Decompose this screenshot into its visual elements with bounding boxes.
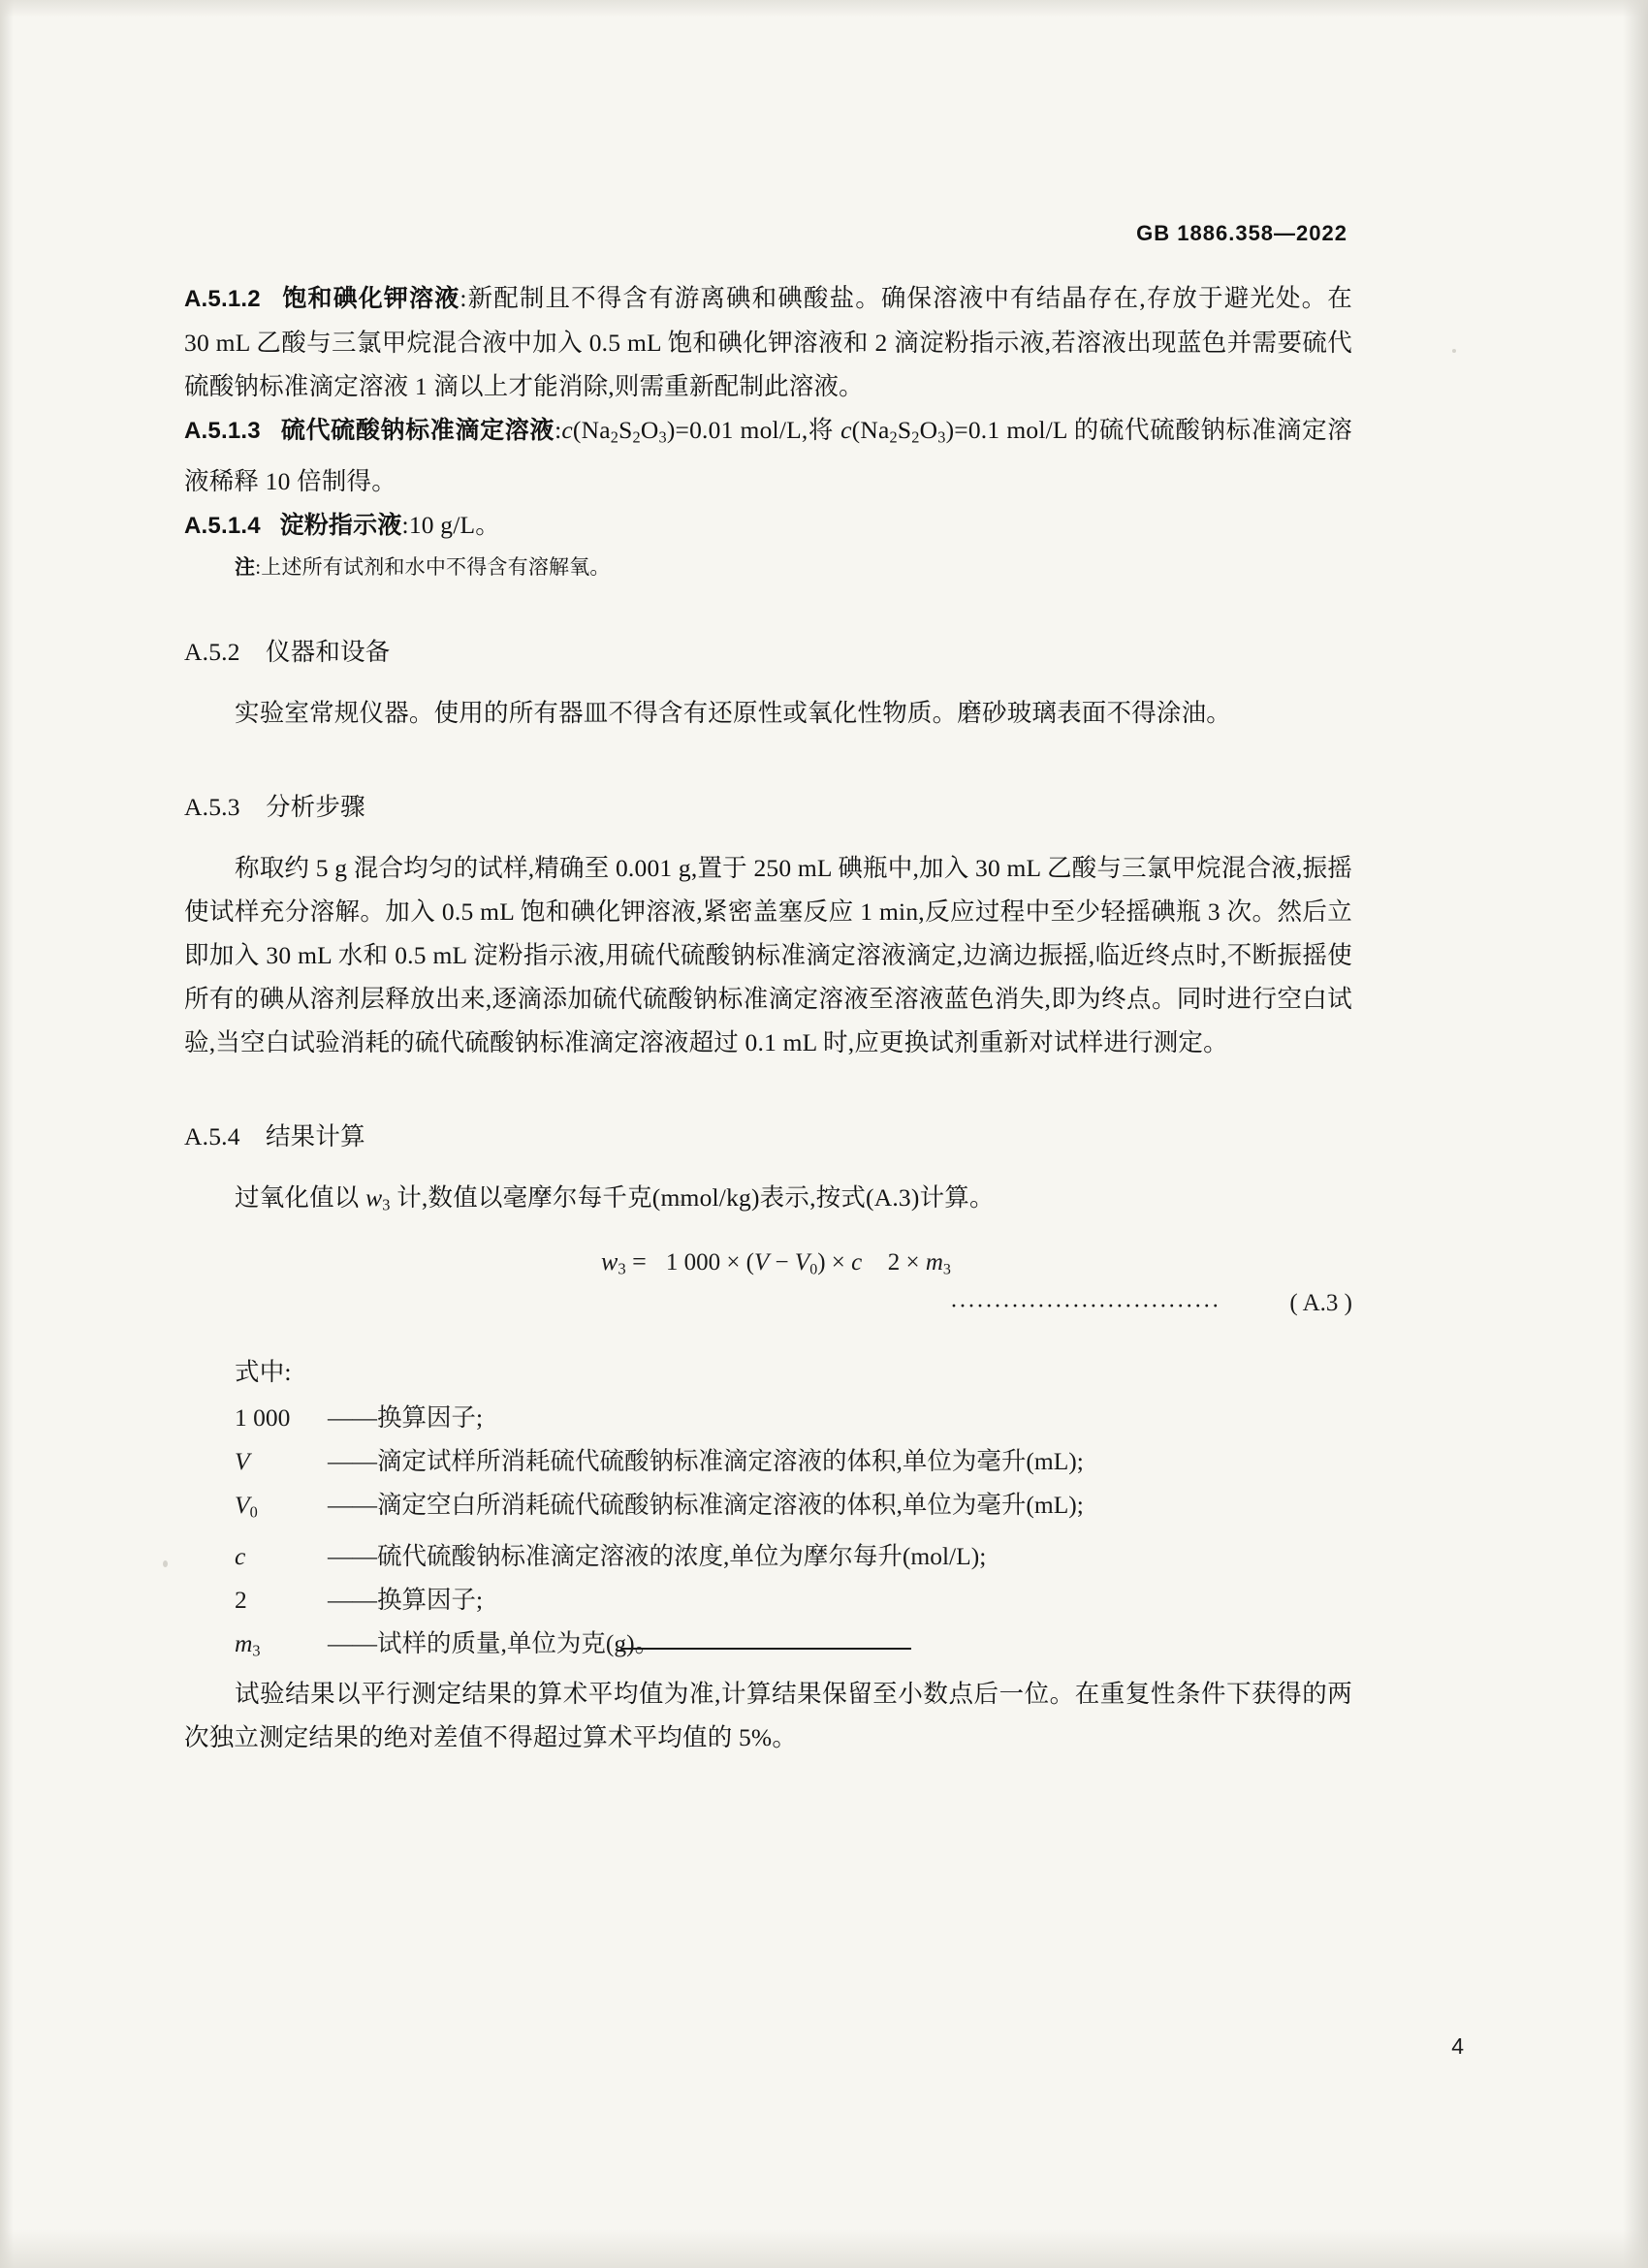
clause-text: :10 g/L。	[401, 510, 501, 539]
document-body	[184, 276, 1352, 1759]
symbol-dash: ——	[328, 1491, 377, 1520]
symbol-definition-row	[235, 1534, 1352, 1578]
symbol-definition: 试样的质量,单位为克(g)。	[377, 1628, 660, 1657]
symbol-definition-row	[235, 1439, 1352, 1483]
clause-title: 淀粉指示液	[279, 511, 402, 539]
page-edge-shadow-top	[0, 0, 1648, 17]
scan-speck	[1452, 349, 1456, 353]
clause-number: A.5.1.2	[184, 286, 261, 312]
formula-fraction	[656, 1247, 961, 1278]
scan-speck	[163, 1560, 168, 1567]
section-title: 结果计算	[265, 1121, 365, 1150]
symbol-definition-row	[235, 1622, 1352, 1673]
end-of-annex-rule	[620, 1648, 911, 1650]
section-number: A.5.4	[184, 1121, 240, 1150]
clause-title: 硫代硫酸钠标准滴定溶液	[280, 417, 555, 444]
formula-denominator: $2 \times m_3$	[887, 1249, 951, 1278]
section-a54-paragraph: 过氧化值以 $w_3$ 计,数值以毫摩尔每千克(mmol/kg)表示,按式(A.3)计算。	[235, 1182, 995, 1214]
formula-leader-dots: ·······························	[950, 1294, 1220, 1320]
clause-a513	[184, 408, 1352, 503]
symbol-definition: 滴定空白所消耗硫代硫酸钠标准滴定溶液的体积,单位为毫升(mL);	[377, 1491, 1084, 1520]
symbol-dash: ——	[328, 1628, 377, 1657]
closing-paragraph: 试验结果以平行测定结果的算术平均值为准,计算结果保留至小数点后一位。在重复性条件下获得的两次独立测定结果的绝对差值不得超过算术平均值的 5%。	[184, 1680, 1352, 1752]
symbol: 1 000	[235, 1403, 291, 1433]
standard-header: GB 1886.358—2022	[1136, 221, 1347, 245]
symbol: $V_0$	[235, 1491, 258, 1522]
symbol-definition-row	[235, 1483, 1352, 1534]
formula-numerator: 1 $000 \times (V - V_0) \times c$	[665, 1249, 863, 1278]
section-title: 仪器和设备	[265, 637, 391, 666]
formula-expression	[601, 1247, 961, 1279]
symbol-definition: 换算因子;	[377, 1585, 484, 1614]
symbol-definition: 换算因子;	[377, 1403, 484, 1433]
section-number: A.5.3	[184, 792, 240, 821]
note-paragraph	[235, 548, 1352, 587]
symbol-dash: ——	[328, 1541, 377, 1570]
page-edge-shadow-right	[1623, 0, 1648, 2268]
symbol: c	[235, 1541, 246, 1570]
clause-text: :新配制且不得含有游离碘和碘酸盐。确保溶液中有结晶存在,存放于避光处。在 30 mL 乙酸与三氯甲烷混合液中加入 0.5 mL 饱和碘化钾溶液和 2 滴淀粉指示液,若溶液出现蓝色并需要硫代硫酸钠标准滴定溶液 1 滴以上才能消除,则需重新配制此溶液。	[184, 284, 1352, 400]
clause-number: A.5.1.3	[184, 418, 261, 444]
page-edge-shadow-bottom	[0, 2229, 1648, 2268]
symbol-dash: ——	[328, 1403, 377, 1433]
page-number: 4	[1451, 2033, 1464, 2059]
symbol: V	[235, 1447, 250, 1476]
formula-a3	[184, 1240, 1352, 1344]
clause-a512	[184, 276, 1352, 408]
symbol-dash: ——	[328, 1447, 377, 1476]
section-a52-paragraph: 实验室常规仪器。使用的所有器皿不得含有还原性或氧化性物质。磨砂玻璃表面不得涂油。	[235, 698, 1232, 727]
section-number: A.5.2	[184, 637, 240, 666]
clause-title: 饱和碘化钾溶液	[282, 285, 460, 312]
clause-text: $:c(Na_2S_2O_3)=0.01$ mol/L,将 $c(Na_2S_2O_3)=0.1$ mol/L 的硫代硫酸钠标准滴定溶液稀释 10 倍制得。	[184, 416, 1352, 495]
page-edge-shadow-left	[0, 0, 14, 2268]
symbol: $m_3$	[235, 1628, 261, 1660]
formula-number: ( A.3 )	[1289, 1290, 1352, 1317]
clause-number: A.5.1.4	[184, 512, 261, 539]
note-text: :上述所有试剂和水中不得含有溶解氧。	[255, 554, 611, 579]
section-heading-a53	[184, 785, 1352, 829]
section-title: 分析步骤	[265, 792, 365, 821]
symbol-dash: ——	[328, 1585, 377, 1614]
clause-a514	[184, 503, 1352, 548]
symbol-definition: 硫代硫酸钠标准滴定溶液的浓度,单位为摩尔每升(mol/L);	[377, 1541, 987, 1570]
symbol: 2	[235, 1585, 247, 1614]
section-heading-a52	[184, 630, 1352, 674]
symbol-definition: 滴定试样所消耗硫代硫酸钠标准滴定溶液的体积,单位为毫升(mL);	[377, 1447, 1084, 1476]
section-heading-a54	[184, 1115, 1352, 1158]
note-label: 注	[235, 555, 256, 579]
formula-lhs: $w_3$ =	[601, 1247, 647, 1278]
section-a53-paragraph: 称取约 5 g 混合均匀的试样,精确至 0.001 g,置于 250 mL 碘瓶中,加入 30 mL 乙酸与三氯甲烷混合液,振摇使试样充分溶解。加入 0.5 mL 饱和碘化钾溶液,紧密盖塞反应 1 min,反应过程中至少轻摇碘瓶 3 次。然后立即加入 30 mL 水和 0.5 mL 淀粉指示液,用硫代硫酸钠标准滴定溶液滴定,边滴边振摇,临近终点时,不断振摇使所有的碘从溶剂层释放出来,逐滴添加硫代硫酸钠标准滴定溶液至溶液蓝色消失,即为终点。同时进行空白试验,当空白试验消耗的硫代硫酸钠标准滴定溶液超过 0.1 mL 时,应更换试剂重新对试样进行测定。	[184, 853, 1352, 1056]
symbol-definition-row	[235, 1396, 1352, 1439]
symbol-definition-list	[235, 1396, 1352, 1672]
symbol-definition-row	[235, 1578, 1352, 1622]
where-label: 式中:	[235, 1358, 292, 1387]
